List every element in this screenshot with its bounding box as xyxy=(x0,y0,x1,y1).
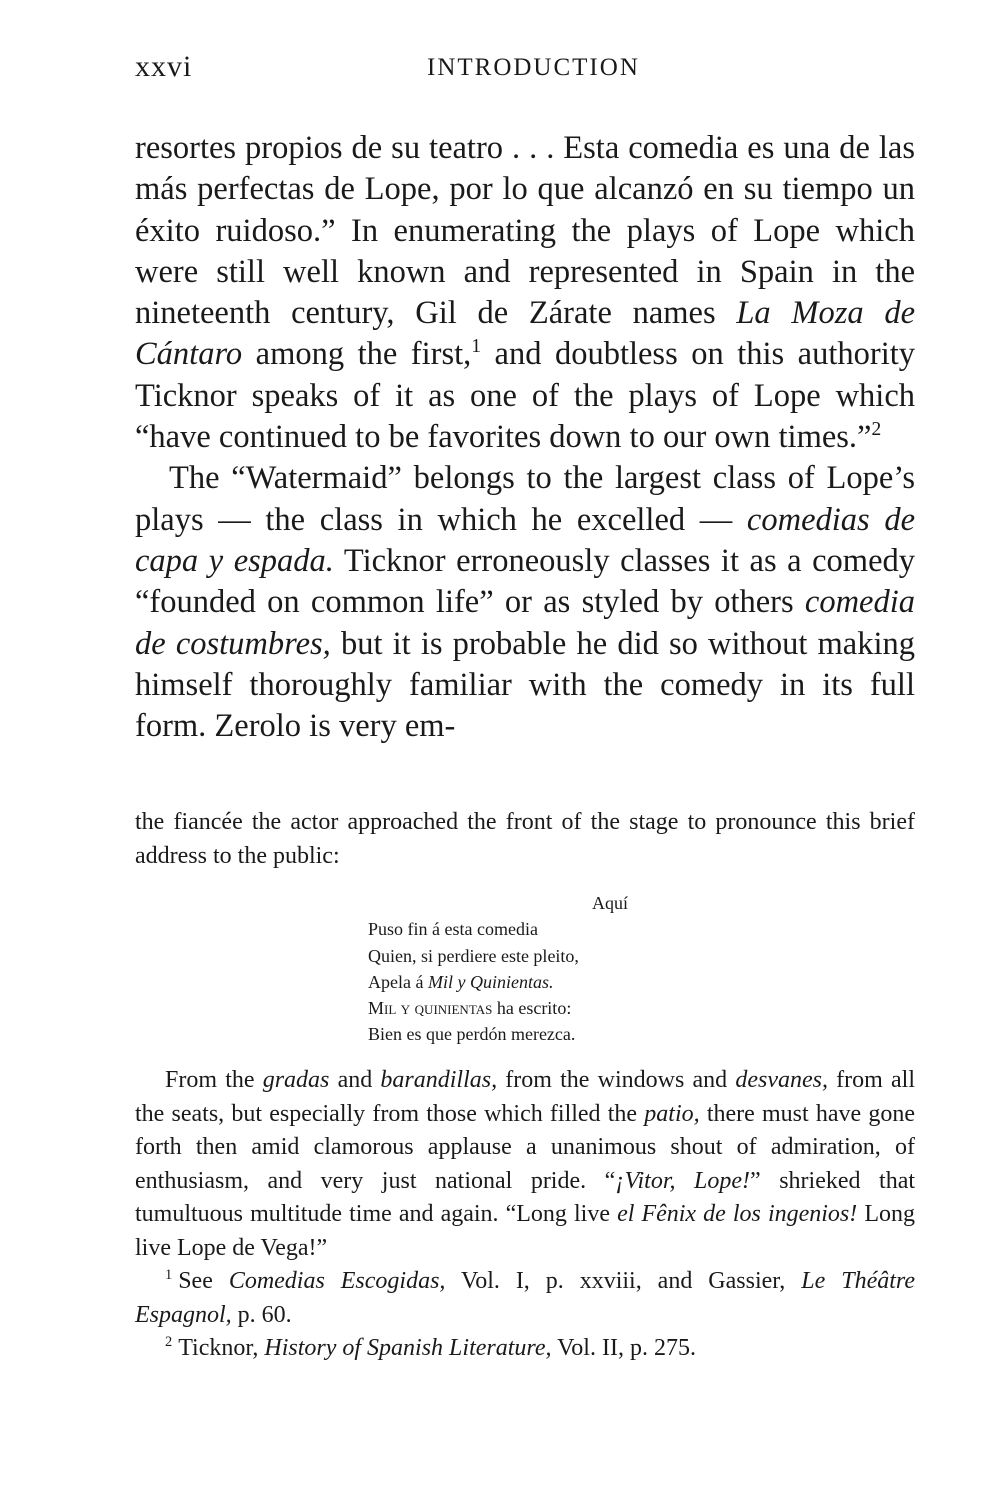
italic-title: Comedias Escogidas, xyxy=(228,1268,446,1294)
italic-term: patio, xyxy=(644,1100,700,1127)
verse-line xyxy=(368,969,698,995)
running-head xyxy=(135,50,915,98)
verse-block xyxy=(368,890,698,1048)
extract-continuation xyxy=(135,1064,915,1265)
italic-title: La Moza de Cántaro xyxy=(135,295,915,373)
verse-line: Quien, si perdiere este pleito, xyxy=(368,945,579,966)
text-run: Vol. II, p. 275. xyxy=(551,1335,696,1361)
italic-title: History of Spanish Literature, xyxy=(264,1335,552,1361)
verse-line: Puso fin á esta comedia xyxy=(368,919,538,940)
extract-paragraph: the fiancée the actor approached the front of the stage to pronounce this brief address to the public: xyxy=(135,809,915,869)
verse-small-caps: Mil y quinientas xyxy=(368,998,493,1019)
verse-line: Bien es que perdón merezca. xyxy=(368,1024,576,1045)
text-run: but it is probable he did so without making himself thoroughly familiar with the comedy in its full form. Zerolo is very em- xyxy=(135,625,915,745)
footnotes xyxy=(135,1265,915,1366)
text-run: and xyxy=(329,1067,381,1093)
italic-term: el Fênix de los ingenios! xyxy=(617,1201,858,1227)
verse-line xyxy=(368,995,698,1021)
text-run: The “Watermaid” belongs to the largest class of Lope’s plays — the class in which he excelled — xyxy=(135,460,915,538)
verse-italic: Mil y Quinientas. xyxy=(427,971,554,992)
text-run: Ticknor, xyxy=(178,1335,265,1361)
footnote-2 xyxy=(135,1332,915,1366)
text-run: Ticknor erroneously classes it as a comedy “founded on common life” or as styled by others xyxy=(135,542,915,621)
text-run: from the windows and xyxy=(497,1067,736,1093)
text-run: there must have gone forth then amid clamorous applause a unanimous shout of admiration, of enthusiasm, and very just national pride. “ xyxy=(135,1100,915,1194)
paragraph-continuation xyxy=(135,128,915,458)
text-run: p. 60. xyxy=(231,1301,292,1328)
italic-term: gradas xyxy=(262,1067,330,1093)
text-run: from all the seats, but especially from those which filled the xyxy=(135,1067,915,1127)
text-run: Long live Lope de Vega!” xyxy=(135,1201,915,1261)
text-run: ” shrieked that tumultuous multitude time and again. “Long live xyxy=(135,1167,916,1227)
footnote-marker: 2 xyxy=(165,1334,173,1350)
text-run: and doubtless on this authority Ticknor speaks of it as one of the plays of Lope which “have continued to be favorites down to our own times.” xyxy=(135,336,915,456)
footnote-ref-1: 1 xyxy=(471,336,482,358)
text-run: among the first, xyxy=(242,336,472,373)
running-title: INTRODUCTION xyxy=(427,54,640,81)
main-text xyxy=(135,128,915,747)
italic-title: Le Théâtre Espagnol, xyxy=(135,1268,915,1328)
footnote-marker: 1 xyxy=(165,1267,173,1283)
footnote-ref-2: 2 xyxy=(871,419,882,441)
verse-text: ha escrito: xyxy=(492,998,572,1019)
italic-term: desvanes, xyxy=(735,1067,828,1093)
italic-term: comedias de capa y espada. xyxy=(135,501,915,579)
extract-paragraph xyxy=(135,1064,915,1265)
paragraph-watermaid xyxy=(135,458,915,747)
text-run: resortes propios de su teatro . . . Esta comedia es una de las más perfectas de Lope, por lo que alcanzó en su tiempo un éxito ruidoso.” In enumerating the plays of Lope which were still well known and represented in Spain in the nineteenth century, Gil de Zárate names xyxy=(135,130,915,332)
text-run: From the xyxy=(165,1067,263,1093)
page-number: xxvi xyxy=(135,50,193,83)
italic-term: comedia de costumbres, xyxy=(135,584,915,662)
verse-text: Apela á xyxy=(368,971,428,992)
extract-intro xyxy=(135,806,915,873)
italic-term: barandillas, xyxy=(380,1067,498,1093)
text-run: Vol. I, p. xxviii, and Gassier, xyxy=(445,1268,802,1294)
footnote-1 xyxy=(135,1265,915,1332)
italic-term: ¡Vitor, Lope! xyxy=(615,1167,751,1194)
text-run: See xyxy=(178,1268,229,1294)
verse-line: Aquí xyxy=(592,893,628,913)
